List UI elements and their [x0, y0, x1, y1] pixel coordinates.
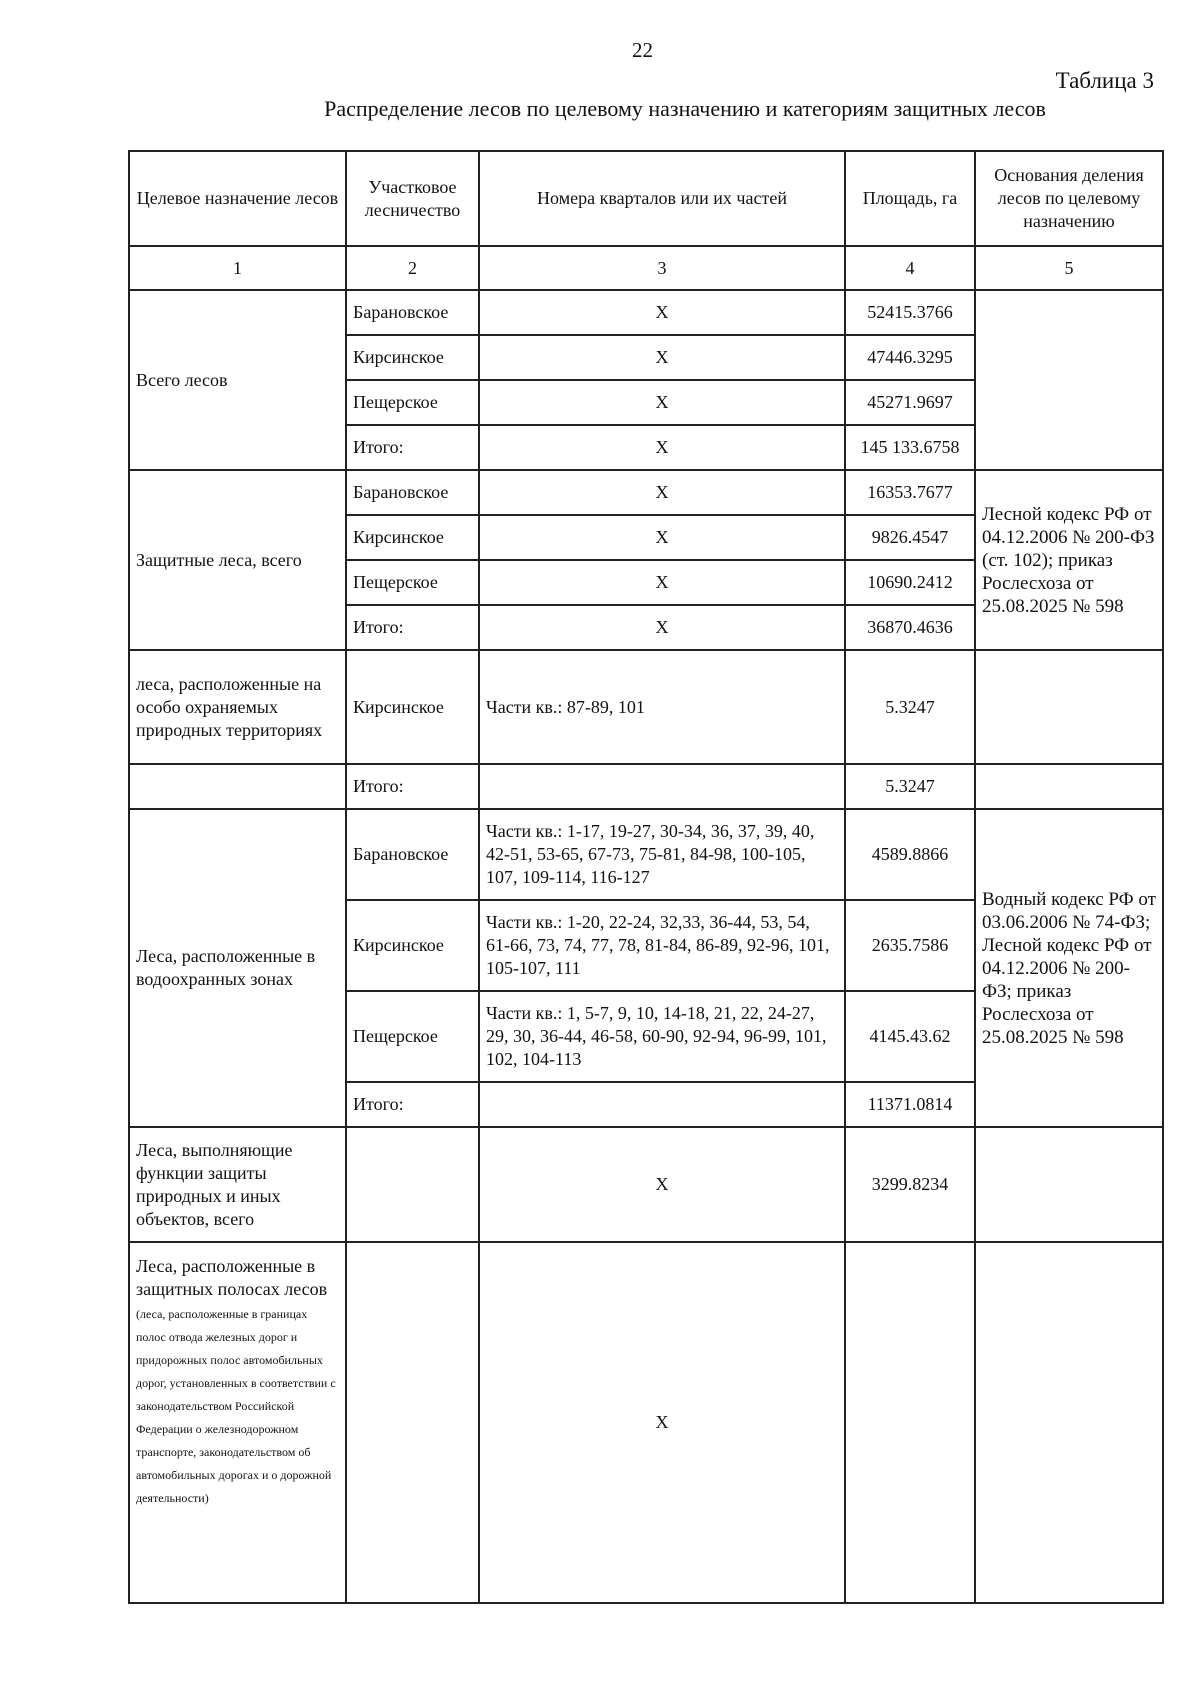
- quarters-cell: Части кв.: 1-17, 19-27, 30-34, 36, 37, 39, 40, 42-51, 53-65, 67-73, 75-81, 84-98, 100-105, 107, 109-114, 116-127: [479, 809, 845, 900]
- forestry-cell: Итого:: [346, 764, 479, 809]
- basis-cell: [975, 650, 1163, 764]
- quarters-cell: [479, 764, 845, 809]
- column-number: 1: [129, 246, 346, 290]
- column-number: 5: [975, 246, 1163, 290]
- forestry-cell: [346, 1127, 479, 1242]
- basis-cell: [975, 1242, 1163, 1603]
- category-main: Леса, расположенные в защитных полосах лесов: [136, 1256, 328, 1299]
- table-row: [129, 809, 1163, 900]
- area-cell: 10690.2412: [845, 560, 975, 605]
- quarters-cell: Х: [479, 515, 845, 560]
- area-cell: 16353.7677: [845, 470, 975, 515]
- category-cell: Защитные леса, всего: [129, 470, 346, 650]
- table-row: [129, 764, 1163, 809]
- area-cell: [845, 1242, 975, 1603]
- area-cell: 3299.8234: [845, 1127, 975, 1242]
- page-number: 22: [632, 38, 653, 62]
- area-cell: 5.3247: [845, 650, 975, 764]
- header-cell: Участковое лесничество: [346, 151, 479, 246]
- area-cell: 47446.3295: [845, 335, 975, 380]
- area-cell: 2635.7586: [845, 900, 975, 991]
- header-row: [129, 151, 1163, 246]
- forestry-cell: Пещерское: [346, 380, 479, 425]
- forestry-cell: Пещерское: [346, 991, 479, 1082]
- table-row: [129, 1242, 1163, 1603]
- area-cell: 4145.43.62: [845, 991, 975, 1082]
- area-cell: 5.3247: [845, 764, 975, 809]
- area-cell: 9826.4547: [845, 515, 975, 560]
- table-row: [129, 1127, 1163, 1242]
- category-cell: Леса, выполняющие функции защиты природных и иных объектов, всего: [129, 1127, 346, 1242]
- area-cell: 36870.4636: [845, 605, 975, 650]
- quarters-cell: Х: [479, 1242, 845, 1603]
- forestry-cell: Кирсинское: [346, 515, 479, 560]
- basis-cell: [975, 1127, 1163, 1242]
- forest-distribution-table: [128, 150, 1164, 1604]
- forestry-cell: Кирсинское: [346, 900, 479, 991]
- category-cell: Леса, расположенные в водоохранных зонах: [129, 809, 346, 1127]
- category-cell: Всего лесов: [129, 290, 346, 470]
- quarters-cell: [479, 1082, 845, 1127]
- forestry-cell: Барановское: [346, 809, 479, 900]
- quarters-cell: Х: [479, 605, 845, 650]
- area-cell: 45271.9697: [845, 380, 975, 425]
- basis-cell: [975, 764, 1163, 809]
- forestry-cell: Кирсинское: [346, 650, 479, 764]
- quarters-cell: Части кв.: 1-20, 22-24, 32,33, 36-44, 53, 54, 61-66, 73, 74, 77, 78, 81-84, 86-89, 92-96, 101, 105-107, 111: [479, 900, 845, 991]
- column-number: 3: [479, 246, 845, 290]
- quarters-cell: Части кв.: 1, 5-7, 9, 10, 14-18, 21, 22, 24-27, 29, 30, 36-44, 46-58, 60-90, 92-94, 96-99, 101, 102, 104-113: [479, 991, 845, 1082]
- category-note: (леса, расположенные в границах полос отвода железных дорог и придорожных полос автомобильных дорог, установленных в соответствии с законодательством Российской Федерации о железнодорожном транспорте, законодательством об автомобильных дорогах и о дорожной деятельности): [136, 1307, 336, 1505]
- quarters-cell: Х: [479, 560, 845, 605]
- forestry-cell: Итого:: [346, 605, 479, 650]
- basis-cell: [975, 290, 1163, 470]
- header-cell: Основания деления лесов по целевому назначению: [975, 151, 1163, 246]
- table-title: Распределение лесов по целевому назначению и категориям защитных лесов: [324, 96, 1046, 121]
- forestry-cell: [346, 1242, 479, 1603]
- forestry-cell: Пещерское: [346, 560, 479, 605]
- category-cell: леса, расположенные на особо охраняемых природных территориях: [129, 650, 346, 764]
- table-label: Таблица 3: [1055, 68, 1154, 93]
- quarters-cell: Х: [479, 290, 845, 335]
- column-number: 4: [845, 246, 975, 290]
- table-row: [129, 650, 1163, 764]
- header-cell: Номера кварталов или их частей: [479, 151, 845, 246]
- forestry-cell: Барановское: [346, 290, 479, 335]
- area-cell: 52415.3766: [845, 290, 975, 335]
- quarters-cell: Х: [479, 470, 845, 515]
- quarters-cell: Х: [479, 425, 845, 470]
- column-number-row: [129, 246, 1163, 290]
- header-cell: Целевое назначение лесов: [129, 151, 346, 246]
- header-cell: Площадь, га: [845, 151, 975, 246]
- column-number: 2: [346, 246, 479, 290]
- forestry-cell: Кирсинское: [346, 335, 479, 380]
- quarters-cell: Х: [479, 335, 845, 380]
- area-cell: 4589.8866: [845, 809, 975, 900]
- table-row: [129, 290, 1163, 335]
- forestry-cell: Барановское: [346, 470, 479, 515]
- basis-cell: Лесной кодекс РФ от 04.12.2006 № 200-ФЗ (ст. 102); приказ Рослесхоза от 25.08.2025 № 598: [975, 470, 1163, 650]
- quarters-cell: Х: [479, 1127, 845, 1242]
- table-row: [129, 470, 1163, 515]
- forestry-cell: Итого:: [346, 425, 479, 470]
- category-cell: [129, 764, 346, 809]
- category-cell: [129, 1242, 346, 1603]
- forestry-cell: Итого:: [346, 1082, 479, 1127]
- basis-cell: Водный кодекс РФ от 03.06.2006 № 74-ФЗ; Лесной кодекс РФ от 04.12.2006 № 200-ФЗ; приказ Рослесхоза от 25.08.2025 № 598: [975, 809, 1163, 1127]
- area-cell: 11371.0814: [845, 1082, 975, 1127]
- quarters-cell: Части кв.: 87-89, 101: [479, 650, 845, 764]
- area-cell: 145 133.6758: [845, 425, 975, 470]
- quarters-cell: Х: [479, 380, 845, 425]
